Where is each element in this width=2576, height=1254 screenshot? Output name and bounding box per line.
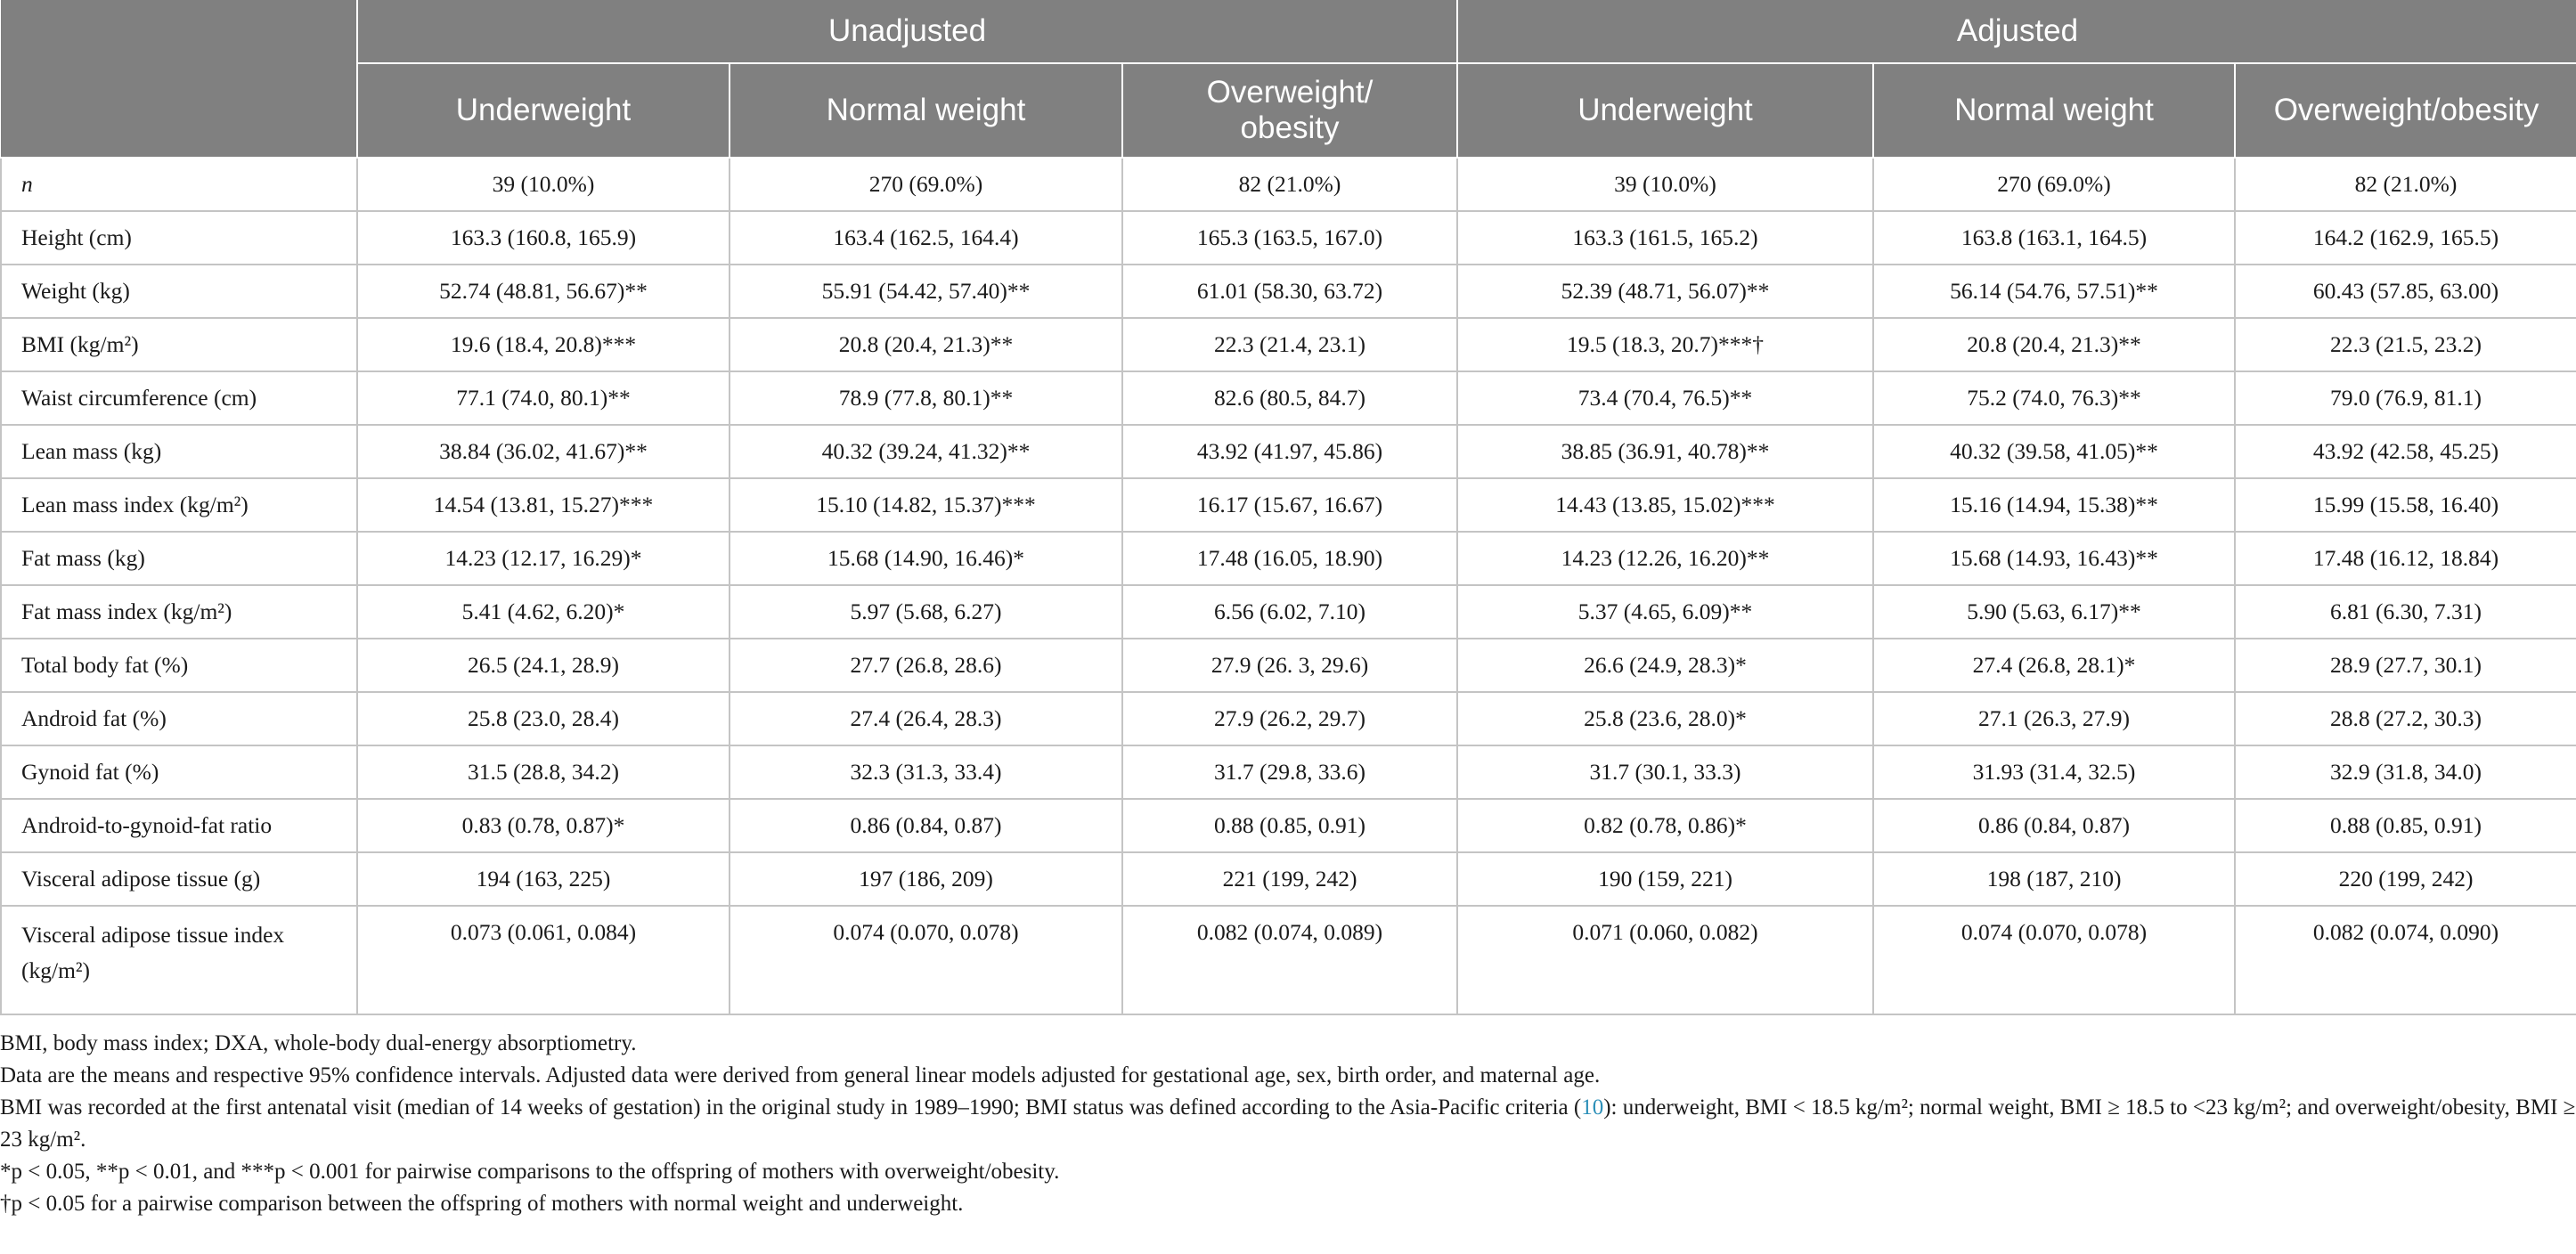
table-cell: 78.9 (77.8, 80.1)** (730, 371, 1122, 425)
table-cell: 22.3 (21.5, 23.2) (2235, 318, 2576, 371)
table-cell: 270 (69.0%) (730, 158, 1122, 211)
table-cell: 0.082 (0.074, 0.090) (2235, 906, 2576, 1014)
table-cell: 31.93 (31.4, 32.5) (1873, 745, 2235, 799)
table-cell: 0.88 (0.85, 0.91) (2235, 799, 2576, 852)
row-label: BMI (kg/m²) (1, 318, 357, 371)
table-cell: 26.6 (24.9, 28.3)* (1457, 639, 1873, 692)
table-cell: 31.7 (30.1, 33.3) (1457, 745, 1873, 799)
table-cell: 31.7 (29.8, 33.6) (1122, 745, 1457, 799)
table-cell: 0.82 (0.78, 0.86)* (1457, 799, 1873, 852)
table-cell: 28.9 (27.7, 30.1) (2235, 639, 2576, 692)
table-cell: 61.01 (58.30, 63.72) (1122, 265, 1457, 318)
row-label: Gynoid fat (%) (1, 745, 357, 799)
table-cell: 220 (199, 242) (2235, 852, 2576, 906)
table-cell: 163.4 (162.5, 164.4) (730, 211, 1122, 265)
table-cell: 0.074 (0.070, 0.078) (730, 906, 1122, 1014)
table-cell: 221 (199, 242) (1122, 852, 1457, 906)
column-header: Underweight (357, 63, 730, 158)
table-cell: 15.99 (15.58, 16.40) (2235, 478, 2576, 532)
footnote-bmi-text-a: BMI was recorded at the first antenatal visit (median of 14 weeks of gestation) in the original study in 1989–1990; BMI status was defined according to the Asia-Pacific criteria ( (0, 1095, 1582, 1120)
row-label: Android fat (%) (1, 692, 357, 745)
table-cell: 25.8 (23.6, 28.0)* (1457, 692, 1873, 745)
table-cell: 17.48 (16.05, 18.90) (1122, 532, 1457, 585)
table-cell: 14.23 (12.26, 16.20)** (1457, 532, 1873, 585)
table-cell: 0.86 (0.84, 0.87) (1873, 799, 2235, 852)
footnote-significance: *p < 0.05, **p < 0.01, and ***p < 0.001 for pairwise comparisons to the offspring of mothers with overweight/obesity. (0, 1160, 1060, 1184)
table-cell: 75.2 (74.0, 76.3)** (1873, 371, 2235, 425)
footnote-dagger: †p < 0.05 for a pairwise comparison between the offspring of mothers with normal weight and underweight. (0, 1192, 964, 1216)
table-cell: 32.9 (31.8, 34.0) (2235, 745, 2576, 799)
table-cell: 32.3 (31.3, 33.4) (730, 745, 1122, 799)
table-cell: 164.2 (162.9, 165.5) (2235, 211, 2576, 265)
table-cell: 38.84 (36.02, 41.67)** (357, 425, 730, 478)
table-cell: 19.5 (18.3, 20.7)***† (1457, 318, 1873, 371)
table-cell: 163.3 (160.8, 165.9) (357, 211, 730, 265)
table-row (1, 852, 2576, 906)
table-cell: 40.32 (39.24, 41.32)** (730, 425, 1122, 478)
table-cell: 43.92 (41.97, 45.86) (1122, 425, 1457, 478)
table-cell: 5.37 (4.65, 6.09)** (1457, 585, 1873, 639)
table-cell: 0.082 (0.074, 0.089) (1122, 906, 1457, 1014)
table-cell: 194 (163, 225) (357, 852, 730, 906)
group-header-adjusted: Adjusted (1457, 0, 2576, 63)
table-cell: 19.6 (18.4, 20.8)*** (357, 318, 730, 371)
table-cell: 0.071 (0.060, 0.082) (1457, 906, 1873, 1014)
row-label: Height (cm) (1, 211, 357, 265)
table-row (1, 639, 2576, 692)
table-cell: 55.91 (54.42, 57.40)** (730, 265, 1122, 318)
table-cell: 6.56 (6.02, 7.10) (1122, 585, 1457, 639)
group-header-unadjusted: Unadjusted (357, 0, 1457, 63)
table-cell: 0.83 (0.78, 0.87)* (357, 799, 730, 852)
table-cell: 27.4 (26.4, 28.3) (730, 692, 1122, 745)
row-label: Weight (kg) (1, 265, 357, 318)
table-cell: 0.88 (0.85, 0.91) (1122, 799, 1457, 852)
table-cell: 197 (186, 209) (730, 852, 1122, 906)
table-cell: 27.9 (26.2, 29.7) (1122, 692, 1457, 745)
table-cell: 40.32 (39.58, 41.05)** (1873, 425, 2235, 478)
table-cell: 26.5 (24.1, 28.9) (357, 639, 730, 692)
table-cell: 5.97 (5.68, 6.27) (730, 585, 1122, 639)
row-label: Total body fat (%) (1, 639, 357, 692)
table-cell: 25.8 (23.0, 28.4) (357, 692, 730, 745)
table-cell: 77.1 (74.0, 80.1)** (357, 371, 730, 425)
table-cell: 28.8 (27.2, 30.3) (2235, 692, 2576, 745)
table-cell: 52.74 (48.81, 56.67)** (357, 265, 730, 318)
column-header: Normal weight (1873, 63, 2235, 158)
table-cell: 15.68 (14.90, 16.46)* (730, 532, 1122, 585)
table-row (1, 425, 2576, 478)
column-header: Normal weight (730, 63, 1122, 158)
table-row (1, 692, 2576, 745)
table-cell: 20.8 (20.4, 21.3)** (730, 318, 1122, 371)
row-label: Visceral adipose tissue (g) (1, 852, 357, 906)
table-cell: 52.39 (48.71, 56.07)** (1457, 265, 1873, 318)
table-row (1, 532, 2576, 585)
table-cell: 56.14 (54.76, 57.51)** (1873, 265, 2235, 318)
table-row (1, 211, 2576, 265)
footnote-bmi-text-b: ): underweight, BMI < 18.5 kg/m²; normal weight, BMI ≥ 18.5 to <23 kg/m²; and overweight/obesity, BMI ≥ 23 kg/m². (0, 1095, 2576, 1152)
table-cell: 14.23 (12.17, 16.29)* (357, 532, 730, 585)
table-cell: 43.92 (42.58, 45.25) (2235, 425, 2576, 478)
footnote-data-description: Data are the means and respective 95% confidence intervals. Adjusted data were derived from general linear models adjusted for gestational age, sex, birth order, and maternal age. (0, 1063, 1601, 1087)
row-label: Android-to-gynoid-fat ratio (1, 799, 357, 852)
table-cell: 190 (159, 221) (1457, 852, 1873, 906)
table-cell: 73.4 (70.4, 76.5)** (1457, 371, 1873, 425)
table-cell: 27.7 (26.8, 28.6) (730, 639, 1122, 692)
header-corner (1, 0, 357, 158)
table-row (1, 906, 2576, 1014)
table-cell: 39 (10.0%) (357, 158, 730, 211)
table-cell: 198 (187, 210) (1873, 852, 2235, 906)
table-cell: 31.5 (28.8, 34.2) (357, 745, 730, 799)
table-cell: 15.68 (14.93, 16.43)** (1873, 532, 2235, 585)
table-cell: 82.6 (80.5, 84.7) (1122, 371, 1457, 425)
table-cell: 270 (69.0%) (1873, 158, 2235, 211)
table-cell: 79.0 (76.9, 81.1) (2235, 371, 2576, 425)
table-cell: 20.8 (20.4, 21.3)** (1873, 318, 2235, 371)
row-label: Fat mass (kg) (1, 532, 357, 585)
row-label: Fat mass index (kg/m²) (1, 585, 357, 639)
table-cell: 165.3 (163.5, 167.0) (1122, 211, 1457, 265)
table-cell: 82 (21.0%) (1122, 158, 1457, 211)
table-cell: 163.8 (163.1, 164.5) (1873, 211, 2235, 265)
table-cell: 16.17 (15.67, 16.67) (1122, 478, 1457, 532)
row-label: Visceral adipose tissue index (kg/m²) (1, 906, 357, 1014)
table-footnotes (0, 1015, 2576, 1220)
table-cell: 27.9 (26. 3, 29.6) (1122, 639, 1457, 692)
table-cell: 17.48 (16.12, 18.84) (2235, 532, 2576, 585)
table-cell: 60.43 (57.85, 63.00) (2235, 265, 2576, 318)
table-row (1, 318, 2576, 371)
table-cell: 15.10 (14.82, 15.37)*** (730, 478, 1122, 532)
table-cell: 0.073 (0.061, 0.084) (357, 906, 730, 1014)
table-cell: 27.1 (26.3, 27.9) (1873, 692, 2235, 745)
table-row (1, 265, 2576, 318)
table-cell: 6.81 (6.30, 7.31) (2235, 585, 2576, 639)
row-label: Waist circumference (cm) (1, 371, 357, 425)
table-cell: 27.4 (26.8, 28.1)* (1873, 639, 2235, 692)
column-header: Underweight (1457, 63, 1873, 158)
table-cell: 39 (10.0%) (1457, 158, 1873, 211)
table-cell: 38.85 (36.91, 40.78)** (1457, 425, 1873, 478)
table-row (1, 158, 2576, 211)
footnote-abbreviations: BMI, body mass index; DXA, whole-body dual-energy absorptiometry. (0, 1031, 637, 1055)
table-cell: 163.3 (161.5, 165.2) (1457, 211, 1873, 265)
table-row (1, 478, 2576, 532)
table-cell: 15.16 (14.94, 15.38)** (1873, 478, 2235, 532)
footnote-bmi-criteria (0, 1092, 2576, 1156)
table-cell: 5.90 (5.63, 6.17)** (1873, 585, 2235, 639)
column-header: Overweight/obesity (2235, 63, 2576, 158)
table-row (1, 745, 2576, 799)
table-cell: 22.3 (21.4, 23.1) (1122, 318, 1457, 371)
reference-link[interactable]: 10 (1581, 1095, 1604, 1120)
table-cell: 14.43 (13.85, 15.02)*** (1457, 478, 1873, 532)
table-row (1, 585, 2576, 639)
table-row (1, 371, 2576, 425)
row-label: Lean mass index (kg/m²) (1, 478, 357, 532)
table-cell: 0.074 (0.070, 0.078) (1873, 906, 2235, 1014)
table-cell: 0.86 (0.84, 0.87) (730, 799, 1122, 852)
table-cell: 82 (21.0%) (2235, 158, 2576, 211)
row-label: Lean mass (kg) (1, 425, 357, 478)
column-header: Overweight/ obesity (1122, 63, 1457, 158)
row-label: n (1, 158, 357, 211)
table-row (1, 799, 2576, 852)
table-cell: 5.41 (4.62, 6.20)* (357, 585, 730, 639)
table-cell: 14.54 (13.81, 15.27)*** (357, 478, 730, 532)
